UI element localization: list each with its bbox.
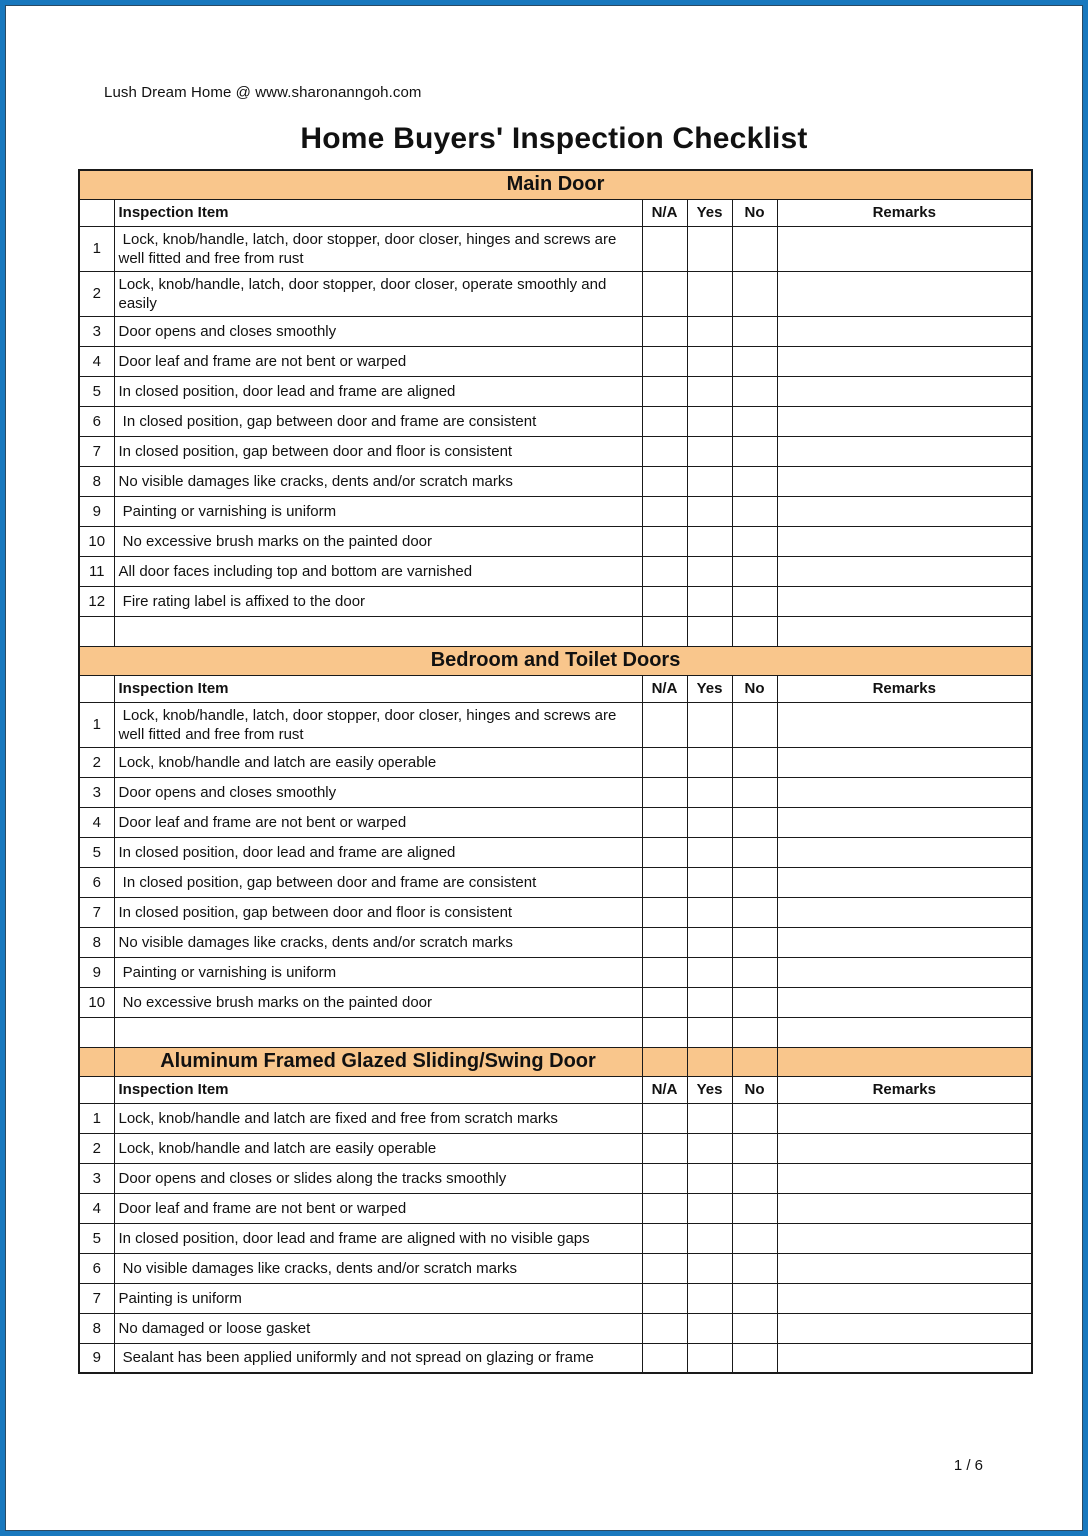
row-number-cell: 4 [79,807,114,837]
na-answer-cell [642,867,687,897]
remarks-cell [777,406,1032,436]
remarks-cell [777,466,1032,496]
remarks-cell [777,867,1032,897]
na-answer-cell [642,807,687,837]
inspection-item-cell: No damaged or loose gasket [114,1313,642,1343]
na-answer-cell [642,466,687,496]
yes-answer-cell [687,807,732,837]
checklist-row [79,436,1032,466]
column-header-no: No [732,675,777,702]
na-answer-cell [642,927,687,957]
na-answer-cell [642,436,687,466]
column-header-row [79,1076,1032,1103]
inspection-item-cell: In closed position, gap between door and frame are consistent [114,406,642,436]
inspection-item-cell: Lock, knob/handle, latch, door stopper, door closer, operate smoothly and easily [114,271,642,316]
section-band-no-cell [732,1047,777,1076]
yes-answer-cell [687,226,732,271]
na-answer-cell [642,1343,687,1373]
na-answer-cell [642,1313,687,1343]
checklist-table-body [79,170,1032,1373]
remarks-cell [777,702,1032,747]
yes-answer-cell [687,837,732,867]
na-answer-cell [642,226,687,271]
section-title: Aluminum Framed Glazed Sliding/Swing Door [114,1047,642,1076]
checklist-row [79,1103,1032,1133]
inspection-item-cell: No visible damages like cracks, dents and/or scratch marks [114,927,642,957]
site-header-line: Lush Dream Home @ www.sharonanngoh.com [104,84,422,101]
remarks-cell [777,897,1032,927]
remarks-cell [777,376,1032,406]
na-answer-cell [642,777,687,807]
column-header-row [79,675,1032,702]
checklist-row [79,1313,1032,1343]
row-number-cell: 3 [79,316,114,346]
yes-answer-cell [687,702,732,747]
checklist-row [79,1223,1032,1253]
no-answer-cell [732,316,777,346]
na-answer-cell [642,406,687,436]
no-answer-cell [732,1223,777,1253]
yes-answer-cell [687,1163,732,1193]
no-answer-cell [732,927,777,957]
no-answer-cell [732,1343,777,1373]
checklist-row [79,1253,1032,1283]
no-answer-cell [732,436,777,466]
row-number-cell: 2 [79,747,114,777]
section-band-num-cell [79,1047,114,1076]
na-answer-cell [642,957,687,987]
na-answer-cell [642,376,687,406]
checklist-row [79,271,1032,316]
inspection-item-cell: Lock, knob/handle and latch are fixed and free from scratch marks [114,1103,642,1133]
na-answer-cell [642,346,687,376]
checklist-row [79,586,1032,616]
yes-answer-cell [687,316,732,346]
inspection-item-cell [114,616,642,646]
checklist-row [79,226,1032,271]
no-answer-cell [732,1193,777,1223]
remarks-cell [777,777,1032,807]
no-answer-cell [732,1313,777,1343]
column-header-item: Inspection Item [114,675,642,702]
no-answer-cell [732,837,777,867]
remarks-cell [777,616,1032,646]
section-band [79,1047,1032,1076]
remarks-cell [777,957,1032,987]
no-answer-cell [732,526,777,556]
row-number-cell: 3 [79,1163,114,1193]
row-number-cell: 8 [79,1313,114,1343]
row-number-cell: 1 [79,226,114,271]
yes-answer-cell [687,436,732,466]
inspection-item-cell: Door opens and closes smoothly [114,316,642,346]
no-answer-cell [732,1017,777,1047]
no-answer-cell [732,466,777,496]
column-header-remarks: Remarks [777,675,1032,702]
column-header-yes: Yes [687,1076,732,1103]
na-answer-cell [642,837,687,867]
inspection-item-cell: In closed position, door lead and frame are aligned with no visible gaps [114,1223,642,1253]
na-answer-cell [642,586,687,616]
row-number-cell: 5 [79,376,114,406]
remarks-cell [777,556,1032,586]
no-answer-cell [732,957,777,987]
row-number-cell: 10 [79,987,114,1017]
checklist-row [79,837,1032,867]
remarks-cell [777,927,1032,957]
row-number-cell: 4 [79,346,114,376]
na-answer-cell [642,526,687,556]
inspection-item-cell: Door leaf and frame are not bent or warped [114,807,642,837]
remarks-cell [777,1103,1032,1133]
na-answer-cell [642,987,687,1017]
yes-answer-cell [687,406,732,436]
checklist-row [79,897,1032,927]
inspection-item-cell: Door leaf and frame are not bent or warped [114,346,642,376]
inspection-item-cell: Fire rating label is affixed to the door [114,586,642,616]
yes-answer-cell [687,1193,732,1223]
remarks-cell [777,1313,1032,1343]
inspection-item-cell: Painting or varnishing is uniform [114,496,642,526]
row-number-cell: 5 [79,1223,114,1253]
remarks-cell [777,1017,1032,1047]
column-header-na: N/A [642,1076,687,1103]
yes-answer-cell [687,777,732,807]
inspection-item-cell: Painting or varnishing is uniform [114,957,642,987]
yes-answer-cell [687,1343,732,1373]
remarks-cell [777,271,1032,316]
na-answer-cell [642,271,687,316]
checklist-row [79,1343,1032,1373]
inspection-item-cell: In closed position, gap between door and floor is consistent [114,436,642,466]
row-number-cell [79,1017,114,1047]
yes-answer-cell [687,1253,732,1283]
row-number-cell: 7 [79,436,114,466]
no-answer-cell [732,867,777,897]
remarks-cell [777,1343,1032,1373]
checklist-row [79,1163,1032,1193]
column-header-na: N/A [642,675,687,702]
no-answer-cell [732,586,777,616]
inspection-item-cell: Lock, knob/handle and latch are easily operable [114,1133,642,1163]
inspection-item-cell: In closed position, gap between door and floor is consistent [114,897,642,927]
na-answer-cell [642,616,687,646]
row-number-cell: 3 [79,777,114,807]
no-answer-cell [732,1283,777,1313]
row-number-cell: 9 [79,496,114,526]
remarks-cell [777,316,1032,346]
yes-answer-cell [687,556,732,586]
inspection-item-cell: No visible damages like cracks, dents and/or scratch marks [114,466,642,496]
column-header-yes: Yes [687,675,732,702]
no-answer-cell [732,406,777,436]
yes-answer-cell [687,867,732,897]
no-answer-cell [732,226,777,271]
no-answer-cell [732,897,777,927]
column-header-num [79,199,114,226]
row-number-cell: 10 [79,526,114,556]
row-number-cell: 11 [79,556,114,586]
no-answer-cell [732,1253,777,1283]
no-answer-cell [732,271,777,316]
yes-answer-cell [687,586,732,616]
remarks-cell [777,837,1032,867]
no-answer-cell [732,556,777,586]
yes-answer-cell [687,897,732,927]
no-answer-cell [732,616,777,646]
page-number: 1 / 6 [953,1457,983,1474]
inspection-item-cell: No excessive brush marks on the painted door [114,987,642,1017]
inspection-item-cell: Door opens and closes or slides along the tracks smoothly [114,1163,642,1193]
yes-answer-cell [687,526,732,556]
checklist-row [79,316,1032,346]
checklist-row [79,526,1032,556]
inspection-checklist-table [78,169,1033,1374]
remarks-cell [777,586,1032,616]
remarks-cell [777,1133,1032,1163]
remarks-cell [777,1223,1032,1253]
yes-answer-cell [687,496,732,526]
inspection-item-cell: Painting is uniform [114,1283,642,1313]
remarks-cell [777,807,1032,837]
inspection-item-cell: Sealant has been applied uniformly and not spread on glazing or frame [114,1343,642,1373]
yes-answer-cell [687,376,732,406]
column-header-item: Inspection Item [114,1076,642,1103]
column-header-yes: Yes [687,199,732,226]
row-number-cell: 8 [79,466,114,496]
no-answer-cell [732,346,777,376]
na-answer-cell [642,1017,687,1047]
row-number-cell: 1 [79,702,114,747]
column-header-item: Inspection Item [114,199,642,226]
section-title: Bedroom and Toilet Doors [79,646,1032,675]
page-title: Home Buyers' Inspection Checklist [300,122,808,155]
row-number-cell: 2 [79,1133,114,1163]
inspection-item-cell: Lock, knob/handle, latch, door stopper, door closer, hinges and screws are well fitted and free from rust [114,702,642,747]
column-header-na: N/A [642,199,687,226]
na-answer-cell [642,556,687,586]
na-answer-cell [642,747,687,777]
yes-answer-cell [687,1283,732,1313]
section-band-remarks-cell [777,1047,1032,1076]
na-answer-cell [642,1193,687,1223]
inspection-item-cell [114,1017,642,1047]
no-answer-cell [732,702,777,747]
column-header-no: No [732,199,777,226]
na-answer-cell [642,1133,687,1163]
checklist-row [79,807,1032,837]
na-answer-cell [642,1163,687,1193]
no-answer-cell [732,1133,777,1163]
page-inner-frame [5,5,1083,1531]
na-answer-cell [642,1253,687,1283]
inspection-item-cell: No visible damages like cracks, dents and/or scratch marks [114,1253,642,1283]
remarks-cell [777,436,1032,466]
na-answer-cell [642,1283,687,1313]
yes-answer-cell [687,987,732,1017]
row-number-cell: 8 [79,927,114,957]
yes-answer-cell [687,927,732,957]
inspection-item-cell: Door opens and closes smoothly [114,777,642,807]
no-answer-cell [732,747,777,777]
yes-answer-cell [687,957,732,987]
checklist-row [79,496,1032,526]
no-answer-cell [732,1103,777,1133]
remarks-cell [777,1163,1032,1193]
row-number-cell: 5 [79,837,114,867]
checklist-row [79,616,1032,646]
remarks-cell [777,226,1032,271]
yes-answer-cell [687,1313,732,1343]
section-title: Main Door [79,170,1032,199]
no-answer-cell [732,1163,777,1193]
row-number-cell: 6 [79,867,114,897]
row-number-cell: 6 [79,406,114,436]
checklist-row [79,747,1032,777]
row-number-cell: 4 [79,1193,114,1223]
remarks-cell [777,526,1032,556]
section-band-yes-cell [687,1047,732,1076]
remarks-cell [777,747,1032,777]
no-answer-cell [732,987,777,1017]
remarks-cell [777,496,1032,526]
no-answer-cell [732,496,777,526]
inspection-item-cell: No excessive brush marks on the painted door [114,526,642,556]
yes-answer-cell [687,1017,732,1047]
checklist-row [79,1193,1032,1223]
yes-answer-cell [687,271,732,316]
no-answer-cell [732,807,777,837]
row-number-cell: 7 [79,897,114,927]
row-number-cell [79,616,114,646]
checklist-row [79,702,1032,747]
column-header-num [79,675,114,702]
column-header-remarks: Remarks [777,1076,1032,1103]
inspection-item-cell: Lock, knob/handle, latch, door stopper, door closer, hinges and screws are well fitted and free from rust [114,226,642,271]
column-header-remarks: Remarks [777,199,1032,226]
na-answer-cell [642,897,687,927]
inspection-item-cell: In closed position, gap between door and frame are consistent [114,867,642,897]
inspection-item-cell: Door leaf and frame are not bent or warped [114,1193,642,1223]
checklist-row [79,927,1032,957]
checklist-row [79,867,1032,897]
na-answer-cell [642,702,687,747]
yes-answer-cell [687,747,732,777]
checklist-row [79,1133,1032,1163]
checklist-row [79,957,1032,987]
row-number-cell: 7 [79,1283,114,1313]
inspection-item-cell: Lock, knob/handle and latch are easily operable [114,747,642,777]
remarks-cell [777,1193,1032,1223]
row-number-cell: 6 [79,1253,114,1283]
row-number-cell: 1 [79,1103,114,1133]
checklist-row [79,1017,1032,1047]
inspection-item-cell: In closed position, door lead and frame are aligned [114,837,642,867]
section-band [79,170,1032,199]
column-header-num [79,1076,114,1103]
row-number-cell: 9 [79,957,114,987]
no-answer-cell [732,376,777,406]
remarks-cell [777,1283,1032,1313]
na-answer-cell [642,316,687,346]
section-band [79,646,1032,675]
checklist-row [79,466,1032,496]
row-number-cell: 9 [79,1343,114,1373]
inspection-item-cell: All door faces including top and bottom are varnished [114,556,642,586]
checklist-row [79,777,1032,807]
yes-answer-cell [687,1223,732,1253]
yes-answer-cell [687,466,732,496]
checklist-row [79,376,1032,406]
na-answer-cell [642,496,687,526]
no-answer-cell [732,777,777,807]
yes-answer-cell [687,616,732,646]
yes-answer-cell [687,346,732,376]
remarks-cell [777,346,1032,376]
inspection-item-cell: In closed position, door lead and frame are aligned [114,376,642,406]
column-header-no: No [732,1076,777,1103]
na-answer-cell [642,1223,687,1253]
checklist-row [79,987,1032,1017]
yes-answer-cell [687,1133,732,1163]
checklist-row [79,1283,1032,1313]
remarks-cell [777,987,1032,1017]
row-number-cell: 2 [79,271,114,316]
yes-answer-cell [687,1103,732,1133]
row-number-cell: 12 [79,586,114,616]
remarks-cell [777,1253,1032,1283]
section-band-na-cell [642,1047,687,1076]
checklist-row [79,346,1032,376]
checklist-row [79,406,1032,436]
na-answer-cell [642,1103,687,1133]
column-header-row [79,199,1032,226]
checklist-row [79,556,1032,586]
